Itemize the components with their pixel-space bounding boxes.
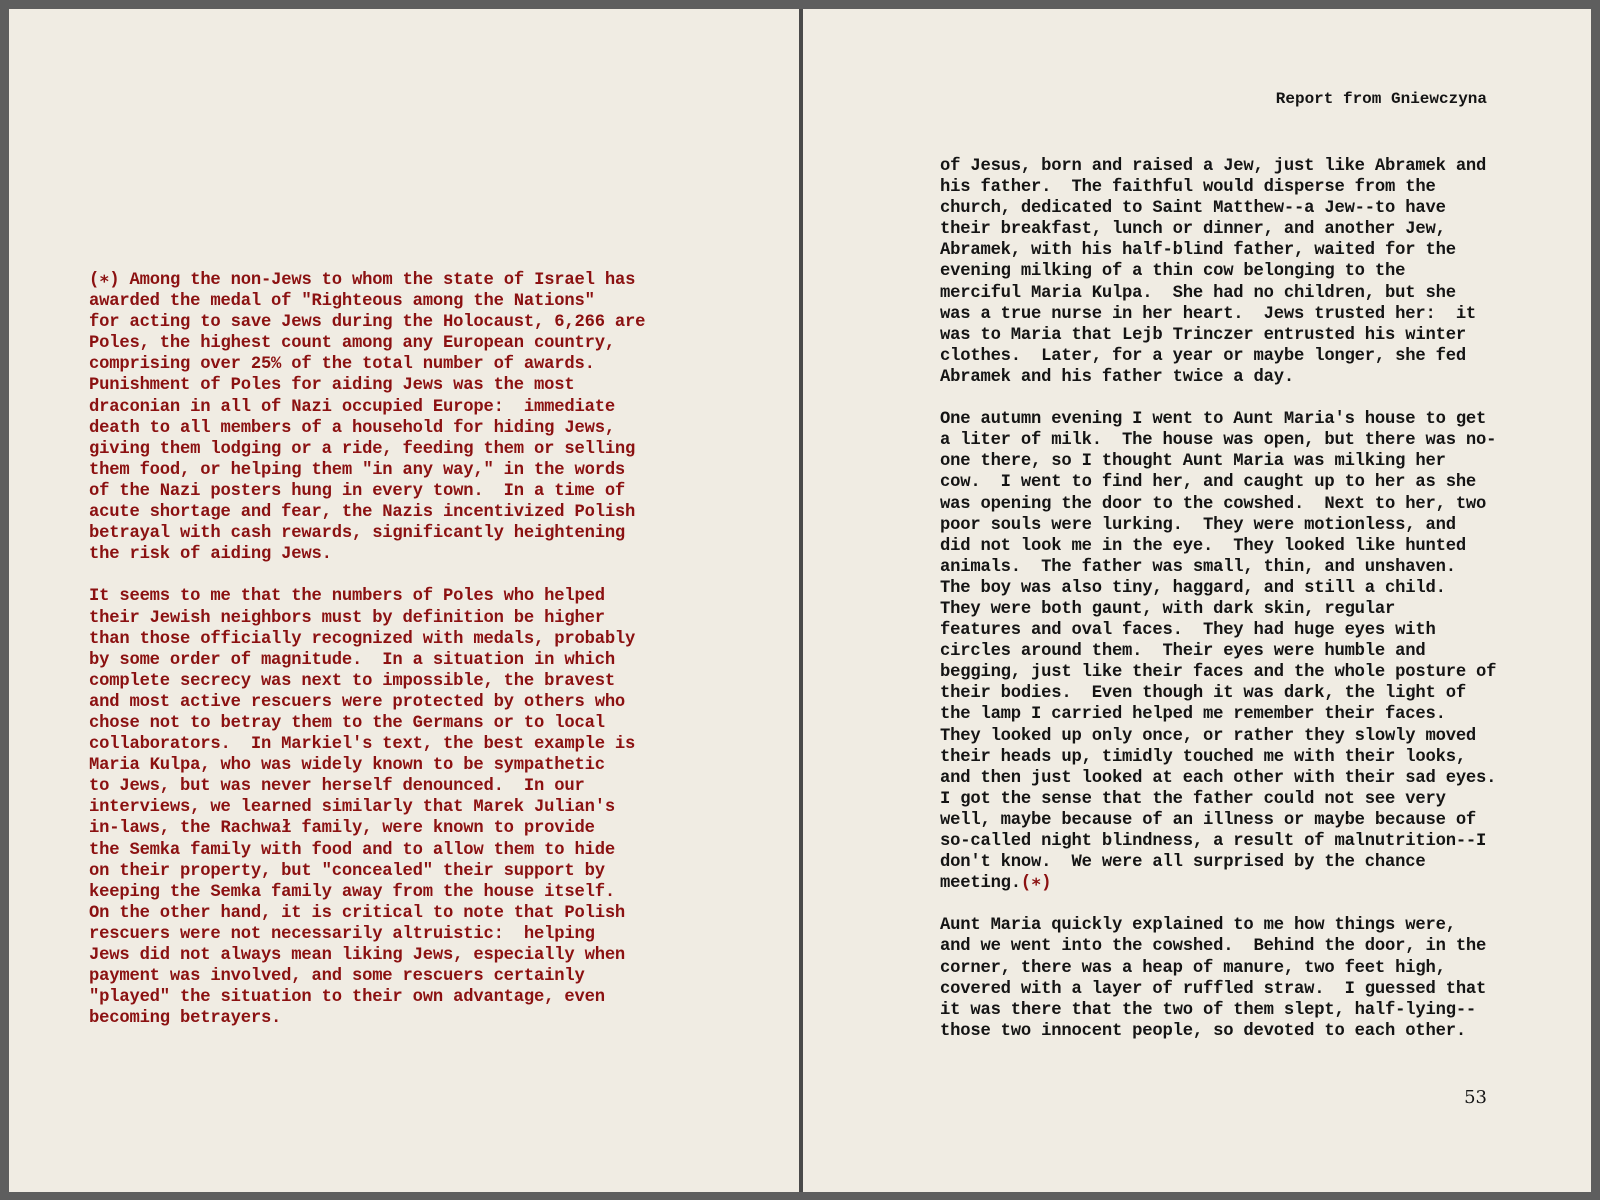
footnote-paragraph-text: Among the non-Jews to whom the state of Israel has awarded the medal of "Righteous among the Nations" for acting to save Jews during the Holocaust, 6,266 are Poles, the highest count among any European country, comprising over 25% of the total number of awards. Punishment of Poles for aiding Jews was the most draconian in all of Nazi occupied Europe: immediate death to all members of a household for hiding Jews, giving them lodging or a ride, feeding them or selling them food, or helping them "in any way," in the words of the Nazi posters hung in every town. In a time of acute shortage and fear, the Nazis incentivized Polish betrayal with cash rewards, significantly heightening the risk of aiding Jews. <box>89 271 646 565</box>
page-number: 53 <box>1464 1087 1487 1108</box>
body-text-block <box>940 156 1580 1042</box>
body-paragraph: of Jesus, born and raised a Jew, just like Abramek and his father. The faithful would disperse from the church, dedicated to Saint Matthew--a Jew--to have their breakfast, lunch or dinner, and another Jew, Abramek, with his half-blind father, waited for the evening milking of a thin cow belonging to the merciful Maria Kulpa. She had no children, but she was a true nurse in her heart. Jews trusted her: it was to Maria that Lejb Trinczer entrusted his winter clothes. Later, for a year or maybe longer, she fed Abramek and his father twice a day. <box>940 157 1487 387</box>
footnote-block <box>89 270 789 1029</box>
body-paragraph <box>940 409 1580 894</box>
commentary-paragraph: It seems to me that the numbers of Poles who helped their Jewish neighbors must by definition be higher than those officially recognized with medals, probably by some order of magnitude. In a situation in which complete secrecy was next to impossible, the bravest and most active rescuers were protected by others who chose not to betray them to the Germans or to local collaborators. In Markiel's text, the best example is Maria Kulpa, who was widely known to be sympathetic to Jews, but was never herself denounced. In our interviews, we learned similarly that Marek Julian's in-laws, the Rachwał family, were known to provide the Semka family with food and to allow them to hide on their property, but "concealed" their support by keeping the Semka family away from the house itself. On the other hand, it is critical to note that Polish rescuers were not necessarily altruistic: helping Jews did not always mean liking Jews, especially when payment was involved, and some rescuers certainly "played" the situation to their own advantage, even becoming betrayers. <box>89 587 636 1029</box>
right-page <box>803 9 1591 1192</box>
running-head: Report from Gniewczyna <box>1275 90 1487 108</box>
footnote-paragraph <box>89 270 789 565</box>
footnote-marker: (∗) <box>89 271 120 290</box>
body-paragraph-text: One autumn evening I went to Aunt Maria's house to get a liter of milk. The house was open, but there was no- one there, so I thought Aunt Maria was milking her cow. I went to find her, and caught up to her as she was opening the door to the cowshed. Next to her, two poor souls were lurking. They were motionless, and did not look me in the eye. They looked like hunted animals. The father was small, thin, and unshaven. The boy was also tiny, haggard, and still a child. They were both gaunt, with dark skin, regular features and oval faces. They had huge eyes with circles around them. Their eyes were humble and begging, just like their faces and the whole posture of their bodies. Even though it was dark, the light of the lamp I carried helped me remember their faces. They looked up only once, or rather they slowly moved their heads up, timidly touched me with their looks, and then just looked at each other with their sad eyes. I got the sense that the father could not see very well, maybe because of an illness or maybe because of so-called night blindness, a result of malnutrition--I don't know. We were all surprised by the chance meeting. <box>940 410 1497 894</box>
footnote-reference-marker: (∗) <box>1020 874 1052 894</box>
body-paragraph: Aunt Maria quickly explained to me how things were, and we went into the cowshed. Behind the door, in the corner, there was a heap of manure, two feet high, covered with a layer of ruffled straw. I guessed that it was there that the two of them slept, half-lying-- those two innocent people, so devoted to each other. <box>940 916 1487 1041</box>
left-page <box>9 9 799 1192</box>
